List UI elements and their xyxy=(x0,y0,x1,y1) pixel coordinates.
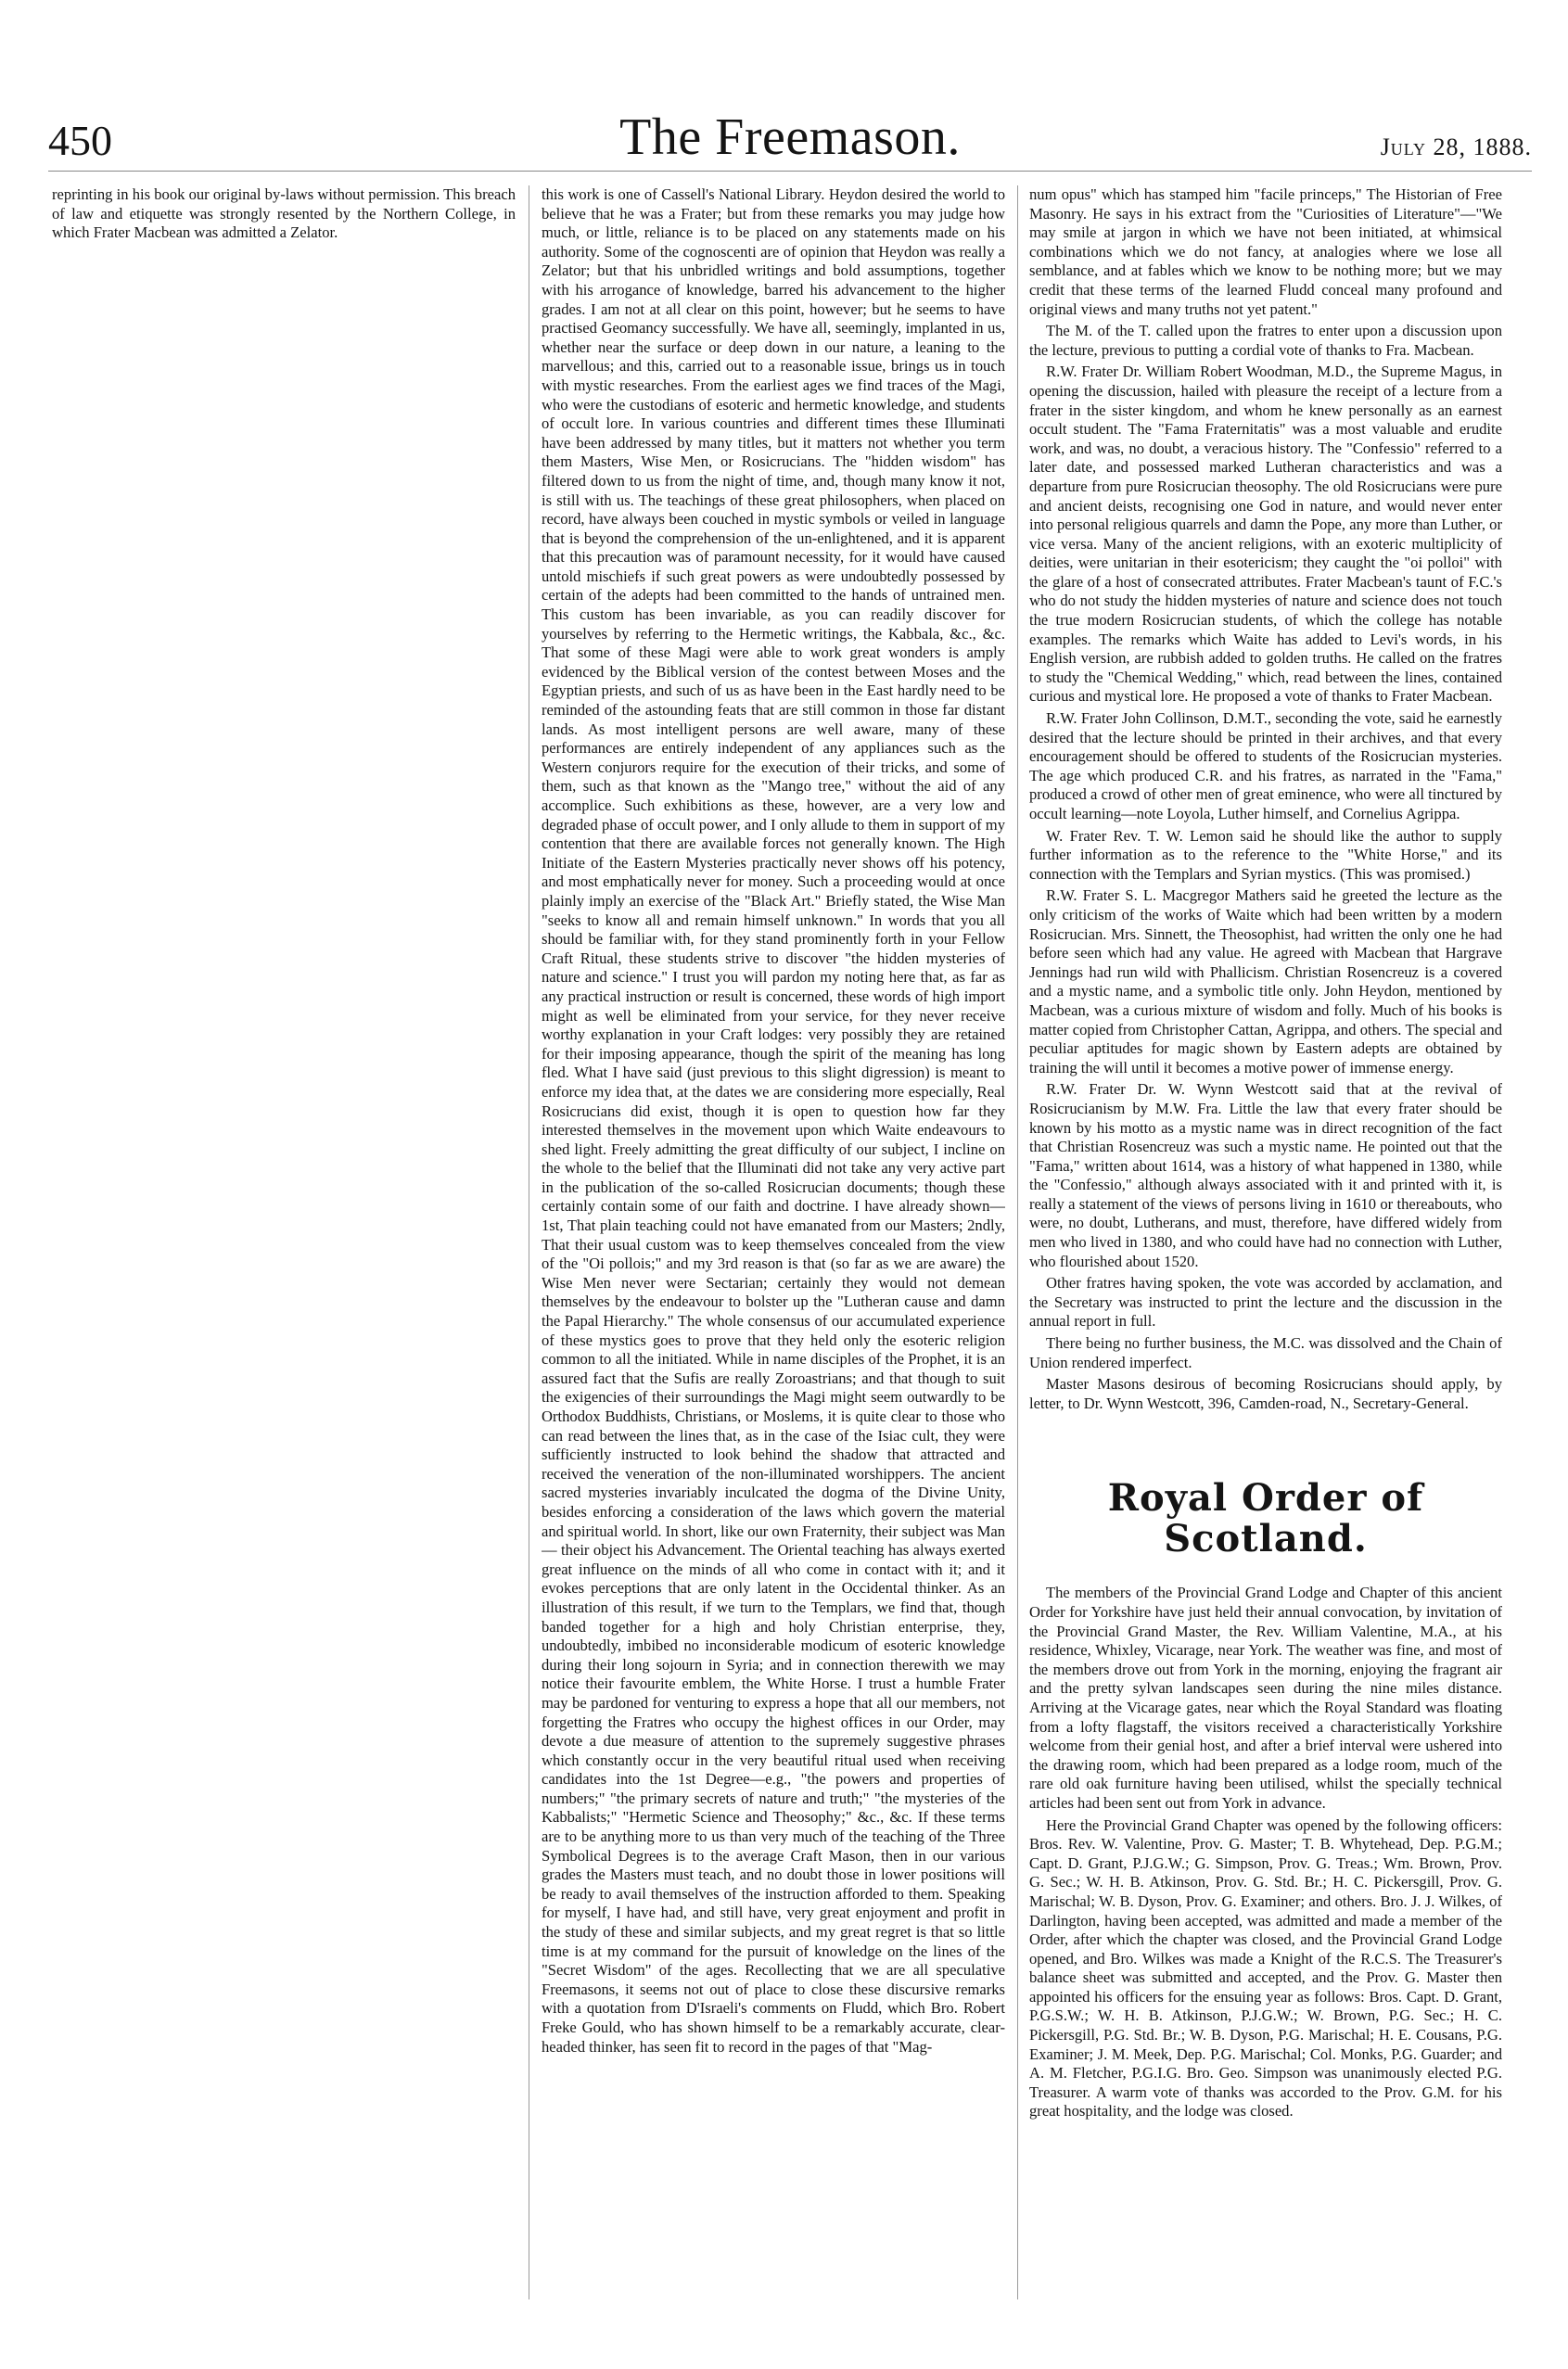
paragraph: Here the Provincial Grand Chapter was opened by the following officers: Bros. Rev. W. Valentine, Prov. G. Master; T. B. Whytehead, Dep. P.G.M.; Capt. D. Grant, P.J.G.W.; G. Simpson, Prov. G. Treas.; Wm. Brown, Prov. G. Sec.; W. H. B. Atkinson, Prov. G. Std. Br.; H. C. Pickersgill, Prov. G. Marischal; W. B. Dyson, Prov. G. Examiner; and others. Bro. J. J. Wilkes, of Darlington, having been accepted, was admitted and made a member of the Order, after which the chapter was closed, and the Provincial Grand Lodge opened, and Bro. Wilkes was made a Knight of the R.C.S. The Treasurer's balance sheet was submitted and accepted, and the Prov. G. Master then appointed his officers for the ensuing year as follows: Bros. Capt. D. Grant, P.G.S.W.; W. H. B. Atkinson, P.J.G.W.; W. Brown, P.G. Sec.; H. C. Pickersgill, P.G. Std. Br.; W. B. Dyson, P.G. Marischal; H. E. Cousans, P.G. Examiner; J. M. Meek, Dep. P.G. Marischal; Col. Monks, P.G. Guarder; and A. M. Fletcher, P.G.I.G. Bro. Geo. Simpson was unanimously elected P.G. Treasurer. A warm vote of thanks was accorded to the Prov. G.M. for his great hospitality, and the lodge was closed. xyxy=(1029,1815,1502,2121)
paragraph: this work is one of Cassell's National Library. Heydon desired the world to believe that he was a Frater; but from these remarks you may judge how much, or little, reliance is to be placed on any statements made on his authority. Some of the cognoscenti are of opinion that Heydon was really a Zelator; but that his unbridled writings and bold assumptions, together with his arrogance of knowledge, barred his advancement to the higher grades. I am not at all clear on this point, however; but he seems to have practised Geomancy successfully. We have all, seemingly, implanted in us, whether near the surface or deep down in our nature, a leaning to the marvellous; and this, carried out to a reasonable issue, brings us in touch with mystic researches. From the earliest ages we find traces of the Magi, who were the custodians of esoteric and hermetic knowledge, and students of occult lore. In various countries and different times these Illuminati have been addressed by many titles, but it matters not whether you term them Masters, Wise Men, or Rosicrucians. The "hidden wisdom" has filtered down to us from the night of time, and, though many know it not, is still with us. The teachings of these great philosophers, when placed on record, have always been couched in mystic symbols or veiled in language that is beyond the comprehension of the un-enlightened, and it is apparent that this precaution was of paramount necessity, for it would have caused untold mischiefs if such great powers as were undoubtedly possessed by certain of the adepts had been committed to the hands of untrained men. This custom has been invariable, as you can readily discover for yourselves by referring to the Hermetic writings, the Kabbala, &c., &c. That some of these Magi were able to work great wonders is amply evidenced by the Biblical version of the contest between Moses and the Egyptian priests, and such of us as have been in the East hardly need to be reminded of the astounding feats that are still common in those far distant lands. As most intelligent persons are well aware, many of these performances are entirely independent of any appliances such as the Western conjurors require for the execution of their tricks, and some of them, such as that known as the "Mango tree," without the aid of any accomplice. Such exhibitions as these, however, are a very low and degraded phase of occult power, and I only allude to them in support of my contention that there are available forces not generally known. The High Initiate of the Eastern Mysteries practically never shows off his potency, and most emphatically never for money. Such a proceeding would at once plainly imply an exercise of the "Black Art." Briefly stated, the Wise Man "seeks to know all and remain himself unknown." In words that you all should be familiar with, for they stand prominently forth in your Fellow Craft Ritual, these students strive to discover "the hidden mysteries of nature and science." I trust you will pardon my noting here that, as far as any practical instruction or result is concerned, these words of high import might as well be eliminated from your service, for they never receive worthy explanation in your Craft lodges: very possibly they are retained for their imposing appearance, though the spirit of the meaning has long fled. What I have said (just previous to this slight digression) is meant to enforce my idea that, at the dates we are considering more especially, Real Rosicrucians did exist, though it is open to question how far they interested themselves in the movement upon which Waite endeavours to shed light. Freely admitting the great difficulty of our subject, I incline on the whole to the belief that the Illuminati did not take any very active part in the publication of the so-called Rosicrucian documents; though these certainly contain some of our faith and doctrine. I have already shown—1st, That plain teaching could not have emanated from our Masters; 2ndly, That their usual custom was to keep themselves concealed from the view of the "Oi pollois;" and my 3rd reason is that (so far as we are aware) the Wise Men never were Sectarian; certainly they would not demean themselves by the endeavour to bolster up the "Lutheran cause and damn the Papal Hierarchy." The whole consensus of our accumulated experience of these mystics goes to prove that they held only the esoteric religion common to all the initiated. While in name disciples of the Prophet, it is an assured fact that the Sufis are really Zoroastrians; and that though to suit the exigencies of their surroundings the Magi might seem outwardly to be Orthodox Buddhists, Christians, or Moslems, it is quite clear to those who can read between the lines that, as in the case of the Isiac cult, they were sufficiently instructed to look behind the shadow that attracted and received the veneration of the non-illuminated worshippers. The ancient sacred mysteries invariably inculcated the dogma of the Divine Unity, besides enforcing a consideration of the laws which govern the material and spiritual world. In short, like our own Fraternity, their subject was Man — their object his Advancement. The Oriental teaching has always exerted great influence on the minds of all who come in contact with it; and it evokes perceptions that are only latent in the Occidental thinker. As an illustration of this result, if we turn to the Templars, we find that, though banded together for a high and holy Christian enterprise, they, undoubtedly, imbibed no inconsiderable modicum of esoteric knowledge during their long sojourn in Syria; and in connection therewith we may notice their favourite emblem, the White Horse. I trust a humble Frater may be pardoned for venturing to express a hope that all our members, not forgetting the Fratres who occupy the highest offices in our Order, may devote a due measure of attention to the supremely suggestive phrases which constantly occur in the very beautiful ritual used when receiving candidates into the 1st Degree—e.g., "the powers and properties of numbers;" "the primary secrets of nature and truth;" "the mysteries of the Kabbalists;" "Hermetic Science and Theosophy;" &c., &c. If these terms are to be anything more to us than very much of the teaching of the Three Symbolical Degrees is to the average Craft Mason, then in our various grades the Masters must teach, and no doubt those in lower positions will be ready to avail themselves of the instruction afforded to them. Speaking for myself, I have had, and still have, very great enjoyment and profit in the study of these and similar subjects, and my great regret is that so little time is at my command for the pursuit of knowledge on the lines of the "Secret Wisdom" of the ages. Recollecting that we are all speculative Freemasons, it seems not out of place to close these discursive remarks with a quotation from D'Israeli's comments on Fludd, which Bro. Robert Freke Gould, who has shown himself to be a remarkably accurate, clear-headed thinker, has seen fit to record in the pages of that "Mag- xyxy=(542,185,1005,2056)
column-3 xyxy=(1029,185,1502,2318)
paragraph: num opus" which has stamped him "facile princeps," The Historian of Free Masonry. He says in his extract from the "Curiosities of Literature"—"We may smile at jargon in which we have not been initiated, at whimsical combinations which we do not fancy, at analogies where we lose all semblance, and at fables which we know to be nothing more; but we may credit that these terms of the learned Fludd conceal many profound and original views and many truths not yet patent." xyxy=(1029,185,1502,318)
masthead-title: The Freemason. xyxy=(619,108,961,166)
paragraph: Master Masons desirous of becoming Rosicrucians should apply, by letter, to Dr. Wynn Westcott, 396, Camden-road, N., Secretary-General. xyxy=(1029,1375,1502,1412)
section-heading: Royal Order of Scotland. xyxy=(1107,1476,1424,1561)
column-1 xyxy=(52,185,516,2318)
column-2 xyxy=(542,185,1005,2318)
paragraph: R.W. Frater John Collinson, D.M.T., seconding the vote, said he earnestly desired that the lecture should be printed in their archives, and that every encouragement should be offered to students of the Rosicrucian mysteries. The age which produced C.R. and his fratres, as narrated in the "Fama," produced a crowd of other men of great eminence, who were all tinctured by occult learning—note Loyola, Luther himself, and Cornelius Agrippa. xyxy=(1029,709,1502,822)
paragraph: reprinting in his book our original by-laws without permission. This breach of law and etiquette was strongly resented by the Northern College, in which Frater Macbean was admitted a Zelator. xyxy=(52,185,516,242)
paragraph: The members of the Provincial Grand Lodge and Chapter of this ancient Order for Yorkshire have just held their annual convocation, by invitation of the Provincial Grand Master, the Rev. William Valentine, M.A., at his residence, Whixley, Vicarage, near York. The weather was fine, and most of the members drove out from York in the morning, enjoying the fragrant air and the pretty sylvan landscapes seen during the nine miles distance. Arriving at the Vicarage gates, near which the Royal Standard was floating from a lofty flagstaff, the visitors received a characteristically Yorkshire welcome from their genial host, and after a brief interval were ushered into the drawing room, which had been prepared as a lodge room, much of the rare old oak furniture having been utilised, whilst the specially technical articles had been sent out from York in advance. xyxy=(1029,1584,1502,1812)
column-divider xyxy=(1017,185,1018,2299)
paragraph: There being no further business, the M.C. was dissolved and the Chain of Union rendered imperfect. xyxy=(1029,1334,1502,1371)
paragraph: Other fratres having spoken, the vote was accorded by acclamation, and the Secretary was instructed to print the lecture and the discussion in the annual report in full. xyxy=(1029,1274,1502,1331)
paragraph: R.W. Frater Dr. W. Wynn Westcott said that at the revival of Rosicrucianism by M.W. Fra. Little the law that every frater should be known by his motto as a mystic name was in direct recognition of the fact that Christian Rosencreuz was such a mystic name. He pointed out that the "Fama," written about 1614, was a history of what happened in 1380, while the "Confessio," although always associated with it and printed with it, is really a statement of the views of persons living in 1610 or thereabouts, who were, no doubt, Lutherans, and must, therefore, have differed widely from men who lived in 1380, and who could have had no connection with Luther, who flourished about 1520. xyxy=(1029,1080,1502,1270)
masthead xyxy=(48,104,1532,172)
paragraph: W. Frater Rev. T. W. Lemon said he should like the author to supply further information as to the reference to the "White Horse," and its connection with the Templars and Syrian mystics. (This was promised.) xyxy=(1029,826,1502,883)
paragraph: R.W. Frater S. L. Macgregor Mathers said he greeted the lecture as the only criticism of the works of Waite which had been written by a modern Rosicrucian. Mrs. Sinnett, the Theosophist, had written the only one he had before seen which had any value. He agreed with Macbean that Hargrave Jennings had run wild with Phallicism. Christian Rosencreuz is a covered and a mystic name, and a symbolic title only. John Heydon, mentioned by Macbean, was a curious mixture of wisdom and folly. Much of his books is matter copied from Christopher Cattan, Agrippa, and others. The special and peculiar aptitudes for magic shown by Eastern adepts are obtained by training the will until it becomes a motive power of immense energy. xyxy=(1029,886,1502,1076)
issue-date: July 28, 1888. xyxy=(1380,134,1532,160)
page-number: 450 xyxy=(48,117,112,164)
paragraph: The M. of the T. called upon the fratres to enter upon a discussion upon the lecture, previous to putting a cordial vote of thanks to Fra. Macbean. xyxy=(1029,322,1502,359)
paragraph: R.W. Frater Dr. William Robert Woodman, M.D., the Supreme Magus, in opening the discussion, hailed with pleasure the receipt of a lecture from a frater in the sister kingdom, and whom he knew personally as an earnest occult student. The "Fama Fraternitatis" was a most valuable and erudite work, and was, no doubt, a veracious history. The "Confessio" referred to a later date, and possessed marked Lutheran characteristics and was a departure from pure Rosicrucian theosophy. The old Rosicrucians were pure and ancient deists, recognising one God in nature, and would never enter into personal religious quarrels and damn the Pope, any more than Luther, or vice versa. Many of the ancient religions, with an exoteric multiplicity of deities, were unitarian in their esotericism; they caught the "oi polloi" with the glare of a host of consecrated attributes. Frater Macbean's taunt of F.C.'s who do not study the hidden mysteries of nature and science does not touch the true modern Rosicrucian students, of which the college has notable examples. The remarks which Waite has added to Levi's words, in his English version, are rubbish added to golden truths. He called on the fratres to study the "Chemical Wedding," which, read between the lines, contained curious and mystical lore. He proposed a vote of thanks to Frater Macbean. xyxy=(1029,363,1502,706)
